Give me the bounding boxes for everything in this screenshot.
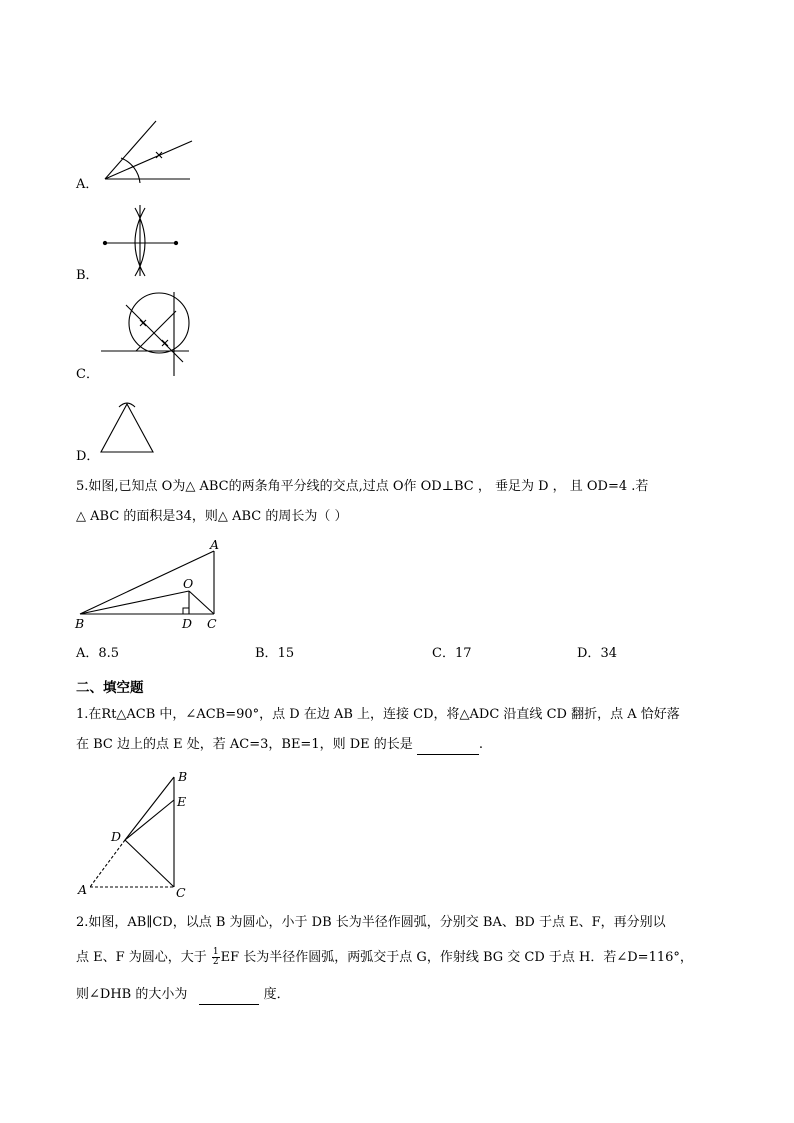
q5-point-o: O (183, 576, 194, 591)
q5-choice-d-letter: D． (577, 646, 601, 661)
q5-choice-a-value: 8.5 (98, 646, 120, 661)
q5-point-a: A (210, 537, 220, 552)
fill2-line3-text: 则∠DHB 的大小为 (76, 987, 192, 1002)
fill2-line2 (76, 948, 693, 967)
fill1-line1: 1.在Rt△ACB 中，∠ACB=90°，点 D 在边 AB 上，连接 CD，将△ADC 沿直线 CD 翻折，点 A 恰好落 (76, 707, 680, 722)
fill2-fraction-denominator: 2 (212, 957, 219, 967)
fill2-line3 (76, 986, 290, 1005)
fill1-point-e: E (177, 794, 187, 809)
q5-point-c: C (207, 616, 217, 631)
q5-choice-b-value: 15 (277, 646, 295, 661)
q5-choice-c-value: 17 (454, 646, 472, 661)
fill1-point-b: B (178, 769, 188, 784)
fill2-line3-end: 度． (259, 987, 290, 1002)
q5-point-d: D (182, 616, 193, 631)
q5-point-b: B (75, 616, 85, 631)
q5-choice-a-letter: A． (76, 646, 99, 661)
fill1-point-a: A (78, 882, 88, 897)
q5-choice-b-letter: B． (255, 646, 278, 661)
fill2-fraction (212, 948, 220, 967)
fill2-line2-rest: EF 长为半径作圆弧，两弧交于点 G，作射线 BG 交 CD 于点 H．若∠D=116°， (220, 950, 693, 965)
q5-choice-d-value: 34 (600, 646, 617, 661)
option-c-label: C． (76, 367, 99, 382)
fill2-line2-text: 点 E、F 为圆心，大于 (76, 950, 211, 965)
option-d-label: D． (76, 449, 100, 464)
q5-choice-c-letter: C． (432, 646, 455, 661)
option-a-label: A． (76, 177, 99, 192)
fill1-line2-text: 在 BC 边上的点 E 处，若 AC=3，BE=1，则 DE 的长是 (76, 737, 417, 752)
section-heading: 二、填空题 (76, 680, 144, 696)
option-b-label: B． (76, 268, 99, 283)
fill1-point-d: D (111, 829, 122, 844)
fill2-answer-blank[interactable] (199, 986, 259, 1005)
fill2-fraction-numerator: 1 (212, 947, 219, 957)
fill2-line1: 2.如图，AB∥CD，以点 B 为圆心，小于 DB 长为半径作圆弧，分别交 BA、BD 于点 E、F，再分别以 (76, 915, 666, 930)
fill1-point-c: C (176, 885, 186, 900)
fill1-line2-end: . (478, 737, 484, 752)
q5-line2: △ ABC 的面积是34，则△ ABC 的周长为（ ） (76, 509, 348, 524)
q5-line1: 5.如图,已知点 O为△ ABC的两条角平分线的交点,过点 O作 OD⊥BC ， 垂足为 D ， 且 OD=4 .若 (76, 479, 649, 494)
